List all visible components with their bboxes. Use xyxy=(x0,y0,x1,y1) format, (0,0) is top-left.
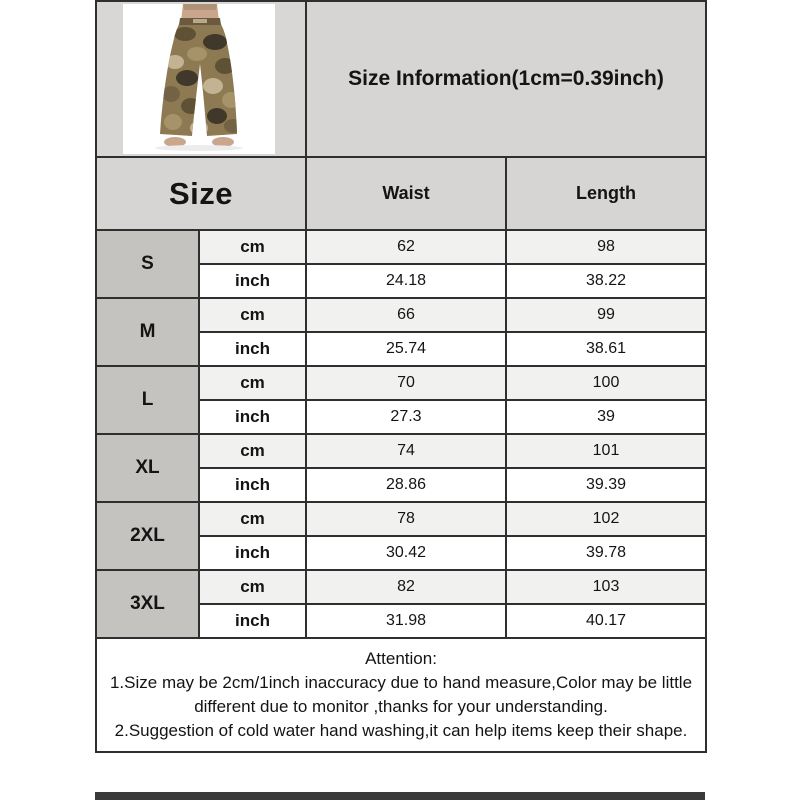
unit-cell: inch xyxy=(199,536,306,570)
header-row xyxy=(96,157,706,230)
length-value-cell: 39.78 xyxy=(506,536,706,570)
length-value-cell: 40.17 xyxy=(506,604,706,638)
table-row xyxy=(96,298,706,332)
camo-pants-image xyxy=(123,4,275,154)
size-label-cell: L xyxy=(96,366,199,434)
column-header-size: Size xyxy=(96,157,306,230)
length-value-cell: 102 xyxy=(506,502,706,536)
waist-value-cell: 24.18 xyxy=(306,264,506,298)
waist-value-cell: 82 xyxy=(306,570,506,604)
size-label-cell: 2XL xyxy=(96,502,199,570)
size-label-cell: S xyxy=(96,230,199,298)
attention-item-2: 2.Suggestion of cold water hand washing,it can help items keep their shape. xyxy=(114,721,688,740)
unit-cell: cm xyxy=(199,570,306,604)
table-row xyxy=(96,230,706,264)
size-information-title: Size Information(1cm=0.39inch) xyxy=(306,1,706,157)
length-value-cell: 38.61 xyxy=(506,332,706,366)
waist-value-cell: 62 xyxy=(306,230,506,264)
length-value-cell: 38.22 xyxy=(506,264,706,298)
unit-cell: inch xyxy=(199,468,306,502)
unit-cell: cm xyxy=(199,298,306,332)
product-photo xyxy=(123,4,275,154)
unit-cell: inch xyxy=(199,604,306,638)
length-value-cell: 100 xyxy=(506,366,706,400)
length-value-cell: 39 xyxy=(506,400,706,434)
waist-value-cell: 28.86 xyxy=(306,468,506,502)
table-row xyxy=(96,366,706,400)
table-row xyxy=(96,434,706,468)
unit-cell: cm xyxy=(199,366,306,400)
waist-value-cell: 70 xyxy=(306,366,506,400)
attention-section xyxy=(96,638,706,752)
size-label-cell: M xyxy=(96,298,199,366)
table-row xyxy=(96,570,706,604)
length-value-cell: 103 xyxy=(506,570,706,604)
unit-cell: cm xyxy=(199,230,306,264)
size-label-cell: XL xyxy=(96,434,199,502)
column-header-waist: Waist xyxy=(306,157,506,230)
length-value-cell: 98 xyxy=(506,230,706,264)
waist-value-cell: 74 xyxy=(306,434,506,468)
waist-value-cell: 78 xyxy=(306,502,506,536)
size-chart-sheet xyxy=(95,0,707,753)
top-row xyxy=(96,1,706,157)
unit-cell: inch xyxy=(199,264,306,298)
length-value-cell: 99 xyxy=(506,298,706,332)
waist-value-cell: 27.3 xyxy=(306,400,506,434)
attention-heading: Attention: xyxy=(365,649,437,668)
attention-row xyxy=(96,638,706,752)
length-value-cell: 101 xyxy=(506,434,706,468)
waist-value-cell: 30.42 xyxy=(306,536,506,570)
size-table xyxy=(95,0,707,753)
length-value-cell: 39.39 xyxy=(506,468,706,502)
unit-cell: inch xyxy=(199,332,306,366)
product-photo-cell xyxy=(96,1,306,157)
waist-value-cell: 25.74 xyxy=(306,332,506,366)
size-label-cell: 3XL xyxy=(96,570,199,638)
unit-cell: cm xyxy=(199,502,306,536)
table-row xyxy=(96,502,706,536)
unit-cell: inch xyxy=(199,400,306,434)
bottom-black-bar xyxy=(95,792,705,800)
waist-value-cell: 66 xyxy=(306,298,506,332)
attention-item-1: 1.Size may be 2cm/1inch inaccuracy due to hand measure,Color may be little different due to monitor ,thanks for your understanding. xyxy=(109,673,693,716)
column-header-length: Length xyxy=(506,157,706,230)
unit-cell: cm xyxy=(199,434,306,468)
waist-value-cell: 31.98 xyxy=(306,604,506,638)
